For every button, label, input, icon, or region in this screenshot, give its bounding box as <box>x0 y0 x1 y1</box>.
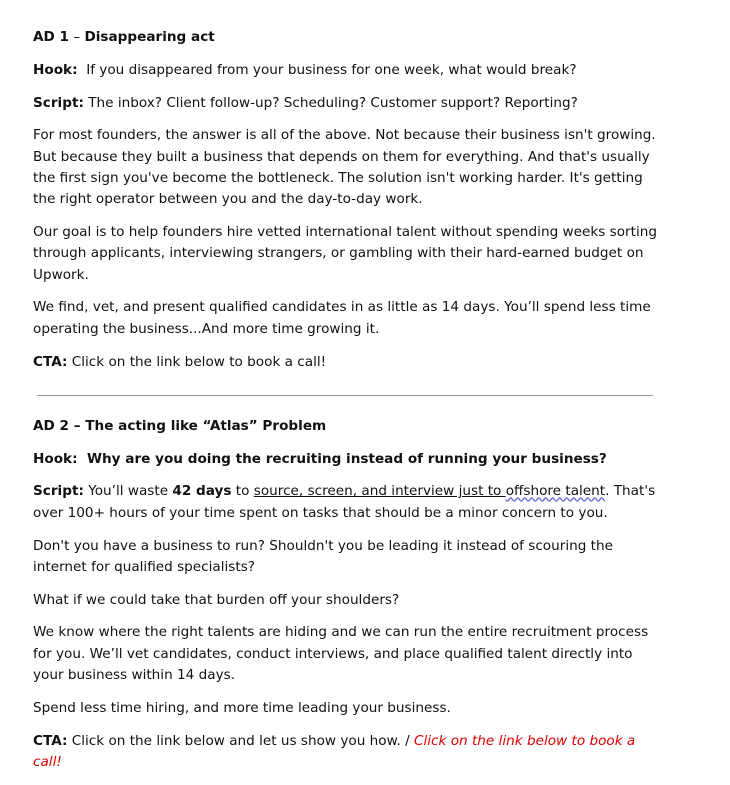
ad1-hook <box>33 60 658 81</box>
ad1-title <box>33 27 658 48</box>
ad2-cta-alt: Click on the link below to book a call! <box>33 732 636 770</box>
ad2-script-spellcheck-underlined: offshore talent <box>505 483 606 500</box>
ad1-title-dash: – <box>69 29 85 45</box>
ad2-hook <box>33 449 658 470</box>
ad2-script-post: . That's over 100+ hours of your time spent on tasks that should be a minor concern to you. <box>33 483 656 521</box>
ad2-paragraph-2: What if we could take that burden off your shoulders? <box>33 591 400 608</box>
ad1-cta <box>33 352 658 373</box>
ad2-paragraph-1: Don't you have a business to run? Shouldn't you be leading it instead of scouring the internet for qualified specialists? <box>33 537 613 575</box>
section-divider <box>37 395 653 396</box>
ad2-hook-text: Why are you doing the recruiting instead of running your business? <box>77 450 607 467</box>
ad1-cta-text: Click on the link below to book a call! <box>67 353 327 370</box>
ad2-paragraph-4: Spend less time hiring, and more time leading your business. <box>33 699 451 716</box>
ad1-paragraph-3: We find, vet, and present qualified candidates in as little as 14 days. You’ll spend less time operating the business...And more time growing it. <box>33 299 651 337</box>
ad2-script-bold: 42 days <box>172 483 232 500</box>
ad1-hook-label: Hook: <box>33 61 78 78</box>
ad2-script-label: Script: <box>33 483 84 500</box>
ad2-cta <box>33 731 658 774</box>
ad1-script <box>33 93 658 114</box>
ad2-hook-label: Hook: <box>33 450 78 467</box>
ad1-paragraph-1: For most founders, the answer is all of the above. Not because their business isn't growing. But because they built a business that depends on them for everything. And that's usually the first sign you've become the bottleneck. The solution isn't working harder. It's getting the right operator between you and the day-to-day work. <box>33 127 656 208</box>
ad1-script-label: Script: <box>33 94 84 111</box>
ad2-script-pre: You’ll waste <box>83 483 173 500</box>
ad1-paragraph-2: Our goal is to help founders hire vetted international talent without spending weeks sorting through applicants, interviewing strangers, or gambling with their hard-earned budget on Upwork. <box>33 224 657 283</box>
ad2-script <box>33 481 658 524</box>
ad1-title-prefix: AD 1 <box>33 29 69 45</box>
ad2-title-text: AD 2 – The acting like “Atlas” Problem <box>33 417 327 434</box>
ad2-script-mid: to <box>231 483 254 500</box>
ad1-hook-text: If you disappeared from your business for one week, what would break? <box>77 61 577 78</box>
ad1-title-rest: Disappearing act <box>84 29 215 45</box>
ad2-cta-text: Click on the link below and let us show you how. / <box>67 732 415 749</box>
document-body <box>33 27 658 785</box>
ad2-paragraph-3: We know where the right talents are hiding and we can run the entire recruitment process for you. We’ll vet candidates, conduct interviews, and place qualified talent directly into your business within 14 days. <box>33 624 649 684</box>
ad2-cta-label: CTA: <box>33 732 68 749</box>
ad2-script-underlined: source, screen, and interview just to <box>253 483 506 500</box>
ad2-title <box>33 416 658 437</box>
ad1-script-text: The inbox? Client follow-up? Scheduling? Customer support? Reporting? <box>83 94 578 111</box>
ad1-cta-label: CTA: <box>33 353 68 370</box>
